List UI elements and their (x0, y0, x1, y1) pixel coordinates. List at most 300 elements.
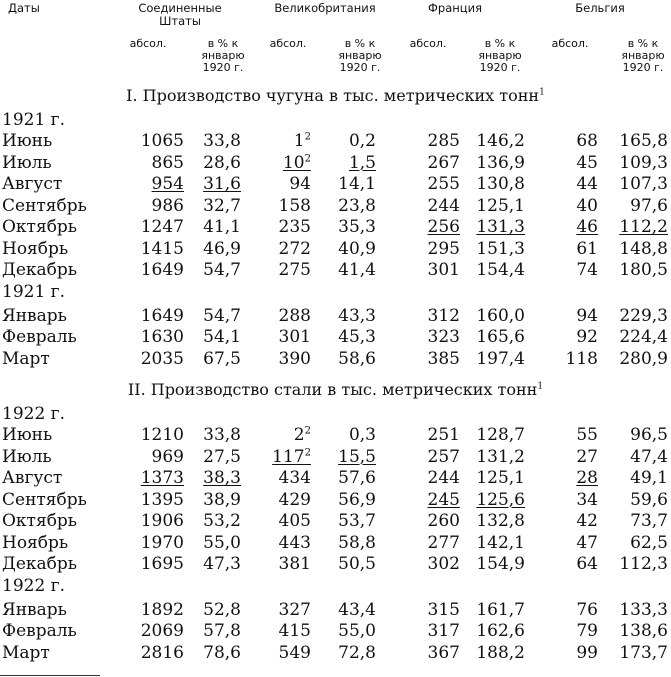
cell-value (603, 349, 668, 369)
cell-text: 1649 (140, 305, 184, 326)
cell-text: 38,9 (203, 489, 241, 510)
cell-value (538, 131, 598, 151)
cell-text: 94 (576, 305, 598, 326)
cell-text: 46 (576, 217, 598, 237)
year-label: 1921 г. (2, 281, 65, 302)
cell-text: 57,8 (203, 621, 241, 641)
table-row (0, 425, 671, 447)
section-title (0, 86, 671, 105)
cell-value (390, 260, 460, 280)
cell-text: 405 (278, 511, 311, 531)
cell-text: 1,5 (348, 152, 376, 173)
cell-value (114, 468, 184, 488)
cell-value (114, 260, 184, 280)
cell-text: 97,6 (630, 195, 668, 216)
cell-text: 1247 (140, 217, 184, 237)
cell-text: 49,1 (630, 468, 668, 488)
cell-text: 434 (278, 468, 311, 488)
cell-value (241, 600, 311, 620)
header-country-france: Франция (428, 1, 482, 15)
cell-value (186, 554, 241, 574)
cell-text: 40 (576, 195, 598, 216)
cell-text: 55,0 (338, 621, 376, 641)
cell-value (186, 511, 241, 531)
cell-text: 385 (427, 348, 460, 369)
cell-text: 45 (576, 152, 598, 173)
subheader-percent (193, 38, 253, 74)
cell-text: 154,4 (476, 260, 525, 280)
cell-text: 133,3 (619, 599, 668, 620)
cell-text: 27,5 (203, 446, 241, 467)
cell-value (316, 533, 376, 553)
row-label: Сентябрь (2, 195, 87, 216)
subheader-abs: абсол. (129, 37, 167, 50)
cell-text: 301 (427, 260, 460, 280)
cell-value (603, 260, 668, 280)
cell-value (186, 327, 241, 347)
cell-value (538, 533, 598, 553)
cell-text: 1649 (140, 260, 184, 280)
cell-value (390, 131, 460, 151)
cell-text: 92 (576, 327, 598, 347)
cell-value (316, 174, 376, 194)
row-label: Сентябрь (2, 489, 87, 510)
cell-text: 257 (427, 446, 460, 467)
cell-value (241, 239, 311, 259)
cell-value (241, 643, 311, 663)
cell-text: 46,9 (203, 238, 241, 259)
cell-value (114, 349, 184, 369)
table-row (0, 447, 671, 469)
cell-value (186, 468, 241, 488)
cell-text: 244 (427, 195, 460, 216)
cell-text: 47,4 (630, 446, 668, 467)
table-row (0, 306, 671, 328)
subheader-percent (330, 38, 390, 74)
cell-text: 235 (278, 217, 311, 237)
cell-text: 165,8 (619, 131, 668, 151)
cell-value (538, 196, 598, 216)
cell-text: 53,7 (338, 511, 376, 531)
cell-value (390, 306, 460, 326)
table-row (0, 468, 671, 490)
cell-value (460, 490, 525, 510)
table-row (0, 600, 671, 622)
cell-text: 1415 (140, 238, 184, 259)
cell-value (186, 533, 241, 553)
cell-text: 229,3 (619, 305, 668, 326)
cell-value (114, 239, 184, 259)
cell-text: 280,9 (619, 348, 668, 369)
cell-text: 1695 (140, 554, 184, 574)
cell-value (603, 174, 668, 194)
cell-value (241, 425, 311, 445)
table-row (0, 196, 671, 218)
cell-value (460, 196, 525, 216)
cell-value (603, 217, 668, 237)
section-title (0, 380, 671, 399)
cell-value (390, 554, 460, 574)
row-label: Март (2, 642, 50, 663)
cell-text: 244 (427, 468, 460, 488)
cell-value (460, 349, 525, 369)
cell-text: 58,6 (338, 348, 376, 369)
cell-text: 32,7 (203, 195, 241, 216)
cell-text: 1970 (140, 532, 184, 553)
cell-value (241, 447, 311, 467)
cell-text: 42 (576, 511, 598, 531)
cell-value (538, 306, 598, 326)
table-row (0, 643, 671, 665)
cell-value (114, 554, 184, 574)
cell-text: 15,5 (338, 446, 376, 467)
cell-text: 68 (576, 131, 598, 151)
cell-text: 245 (427, 489, 460, 510)
cell-value (316, 425, 376, 445)
cell-value (114, 131, 184, 151)
cell-value (390, 511, 460, 531)
cell-text: 443 (278, 532, 311, 553)
cell-text: 67,5 (203, 348, 241, 369)
cell-text: 1373 (140, 468, 184, 488)
subheader-abs: абсол. (269, 37, 307, 50)
cell-text: 33,8 (203, 131, 241, 151)
cell-text: 277 (427, 532, 460, 553)
cell-text: 35,3 (338, 217, 376, 237)
cell-value (114, 425, 184, 445)
row-label: Август (2, 174, 63, 194)
cell-text: 381 (278, 554, 311, 574)
table-row (0, 153, 671, 175)
cell-value (603, 468, 668, 488)
cell-text: 312 (427, 305, 460, 326)
table-row (0, 131, 671, 153)
cell-value (316, 447, 376, 467)
cell-value (186, 217, 241, 237)
cell-footnote: 2 (304, 425, 311, 437)
cell-value (460, 131, 525, 151)
cell-value (390, 153, 460, 173)
cell-text: 56,9 (338, 489, 376, 510)
cell-text: 1210 (140, 425, 184, 445)
subheader-percent-line: январю (621, 49, 665, 62)
table-row (0, 217, 671, 239)
cell-value (538, 447, 598, 467)
cell-text: 62,5 (630, 532, 668, 553)
cell-value (603, 533, 668, 553)
cell-value (603, 554, 668, 574)
cell-value (538, 153, 598, 173)
cell-value (186, 174, 241, 194)
cell-text: 188,2 (476, 642, 525, 663)
subheader-percent-line: 1920 г. (479, 61, 521, 74)
table-row (0, 490, 671, 512)
cell-text: 38,3 (203, 468, 241, 488)
cell-value (114, 217, 184, 237)
cell-text: 327 (278, 599, 311, 620)
cell-text: 72,8 (338, 642, 376, 663)
cell-text: 315 (427, 599, 460, 620)
cell-text: 1892 (140, 599, 184, 620)
table-row (0, 349, 671, 371)
cell-value (603, 490, 668, 510)
cell-value (186, 260, 241, 280)
cell-value (241, 533, 311, 553)
row-label: Декабрь (2, 260, 78, 280)
section-title-text: I. Производство чугуна в тыс. метрических тонн (126, 86, 540, 105)
cell-value (316, 490, 376, 510)
section-title-text: II. Производство стали в тыс. метрических тонн (127, 380, 538, 399)
cell-text: 969 (151, 446, 184, 467)
cell-value (390, 327, 460, 347)
cell-value (114, 600, 184, 620)
cell-value (316, 468, 376, 488)
cell-value (316, 327, 376, 347)
row-label: Август (2, 468, 63, 488)
table-row (0, 260, 671, 282)
cell-value (241, 196, 311, 216)
cell-text: 107,3 (619, 174, 668, 194)
cell-value (390, 447, 460, 467)
cell-footnote: 2 (304, 152, 311, 164)
cell-text: 52,8 (203, 599, 241, 620)
cell-text: 76 (576, 599, 598, 620)
header-country-usa-text: Соединенные Штаты (138, 1, 222, 28)
cell-value (460, 174, 525, 194)
subheader-percent-line: 1920 г. (339, 61, 381, 74)
cell-value (316, 260, 376, 280)
cell-text: 160,0 (476, 305, 525, 326)
row-label: Ноябрь (2, 238, 69, 259)
cell-value (390, 217, 460, 237)
cell-text: 54,7 (203, 260, 241, 280)
cell-text: 31,6 (203, 174, 241, 194)
cell-value (460, 511, 525, 531)
cell-value (460, 306, 525, 326)
cell-value (241, 511, 311, 531)
cell-value (316, 217, 376, 237)
cell-value (316, 131, 376, 151)
cell-text: 27 (576, 446, 598, 467)
row-label: Октябрь (2, 217, 78, 237)
cell-text: 148,8 (619, 238, 668, 259)
cell-text: 112,2 (619, 217, 668, 237)
cell-text: 2816 (140, 642, 184, 663)
cell-text: 323 (427, 327, 460, 347)
cell-text: $10^2$ (282, 152, 311, 173)
cell-text: 162,6 (476, 621, 525, 641)
row-label: Декабрь (2, 554, 78, 574)
cell-value (538, 511, 598, 531)
cell-text: 986 (151, 195, 184, 216)
cell-text: 288 (278, 305, 311, 326)
cell-value (603, 511, 668, 531)
cell-text: 415 (278, 621, 311, 641)
cell-value (241, 490, 311, 510)
cell-text: 28,6 (203, 152, 241, 173)
year-label: 1921 г. (2, 110, 65, 130)
subheader-percent-line: в % к (484, 37, 516, 50)
cell-value (460, 468, 525, 488)
year-label: 1922 г. (2, 575, 65, 596)
cell-text: 158 (278, 195, 311, 216)
cell-text: 1 (293, 131, 305, 151)
cell-value (603, 425, 668, 445)
cell-text: 954 (151, 174, 184, 194)
cell-text: 34 (576, 489, 598, 510)
cell-text: 260 (427, 511, 460, 531)
cell-value (241, 153, 311, 173)
cell-text: 96,5 (630, 425, 668, 445)
cell-value (241, 306, 311, 326)
cell-value (390, 196, 460, 216)
footnote-rule (0, 675, 100, 676)
row-label: Февраль (2, 621, 77, 641)
cell-text: 112,3 (619, 554, 668, 574)
cell-value (460, 239, 525, 259)
cell-text: 57,6 (338, 468, 376, 488)
table-row (0, 554, 671, 576)
cell-text: 33,8 (203, 425, 241, 445)
cell-value (316, 306, 376, 326)
cell-text: 64 (576, 554, 598, 574)
cell-value (114, 643, 184, 663)
cell-value (390, 533, 460, 553)
cell-value (538, 174, 598, 194)
cell-text: 295 (427, 238, 460, 259)
cell-text: 41,1 (203, 217, 241, 237)
row-label: Март (2, 348, 50, 369)
cell-text: 43,4 (338, 599, 376, 620)
cell-value (603, 196, 668, 216)
cell-value (603, 327, 668, 347)
cell-text: 267 (427, 152, 460, 173)
cell-value (390, 239, 460, 259)
cell-value (603, 153, 668, 173)
section-title-footnote: 1 (537, 381, 544, 392)
cell-text: 131,3 (476, 217, 525, 237)
cell-text: $117^2$ (272, 446, 311, 467)
subheader-percent-line: в % к (344, 37, 376, 50)
cell-text: 109,3 (619, 152, 668, 173)
cell-value (114, 490, 184, 510)
cell-text: 47,3 (203, 554, 241, 574)
cell-text: 45,3 (338, 327, 376, 347)
cell-text: 180,5 (619, 260, 668, 280)
row-label: Октябрь (2, 511, 78, 531)
cell-value (538, 600, 598, 620)
header-country-usa (120, 2, 240, 28)
cell-text: 54,1 (203, 327, 241, 347)
cell-text: 128,7 (476, 425, 525, 445)
cell-value (460, 327, 525, 347)
cell-value (241, 327, 311, 347)
cell-text: 23,8 (338, 195, 376, 216)
cell-text: 73,7 (630, 511, 668, 531)
cell-value (390, 600, 460, 620)
table-row (0, 511, 671, 533)
cell-value (186, 153, 241, 173)
cell-value (390, 174, 460, 194)
cell-value (186, 131, 241, 151)
cell-value (114, 306, 184, 326)
cell-value (390, 425, 460, 445)
header-country-belgium: Бельгия (575, 1, 625, 15)
cell-footnote: 2 (304, 131, 311, 143)
cell-value (460, 447, 525, 467)
row-label: Ноябрь (2, 532, 69, 553)
cell-value (114, 447, 184, 467)
cell-value (603, 447, 668, 467)
cell-text: 146,2 (476, 131, 525, 151)
cell-value (186, 447, 241, 467)
subheader-percent (470, 38, 530, 74)
cell-value (460, 153, 525, 173)
row-label: Июнь (2, 131, 53, 151)
cell-text: 61 (576, 238, 598, 259)
cell-text: 224,4 (619, 327, 668, 347)
cell-value (186, 600, 241, 620)
cell-text: 2069 (140, 621, 184, 641)
subheader-percent-line: в % к (627, 37, 659, 50)
cell-text: 59,6 (630, 489, 668, 510)
cell-value (460, 621, 525, 641)
cell-value (241, 260, 311, 280)
cell-text: 132,8 (476, 511, 525, 531)
cell-text: 1065 (140, 131, 184, 151)
cell-text: 154,9 (476, 554, 525, 574)
cell-value (603, 306, 668, 326)
cell-value (186, 239, 241, 259)
cell-text: 125,1 (476, 468, 525, 488)
cell-value (316, 600, 376, 620)
cell-text: 429 (278, 489, 311, 510)
cell-value (460, 260, 525, 280)
cell-value (241, 554, 311, 574)
header-country-uk: Великобритания (274, 1, 376, 15)
cell-value (460, 217, 525, 237)
cell-text: 55 (576, 425, 598, 445)
subheader-percent-line: январю (201, 49, 245, 62)
cell-value (316, 511, 376, 531)
cell-text: 74 (576, 260, 598, 280)
cell-value (316, 554, 376, 574)
table-row (0, 533, 671, 555)
cell-value (316, 621, 376, 641)
cell-value (538, 327, 598, 347)
cell-value (390, 349, 460, 369)
cell-value (538, 260, 598, 280)
cell-value (186, 621, 241, 641)
cell-text: 28 (576, 468, 598, 488)
subheader-abs: абсол. (409, 37, 447, 50)
cell-text: 865 (151, 152, 184, 173)
cell-text: 94 (289, 174, 311, 194)
cell-text: 47 (576, 532, 598, 553)
cell-value (603, 643, 668, 663)
cell-text: 317 (427, 621, 460, 641)
cell-text: 14,1 (338, 174, 376, 194)
cell-text: 255 (427, 174, 460, 194)
cell-text: 390 (278, 348, 311, 369)
cell-value (186, 196, 241, 216)
cell-value (316, 349, 376, 369)
subheader-percent-line: в % к (207, 37, 239, 50)
cell-value (538, 349, 598, 369)
cell-text: 256 (427, 217, 460, 237)
cell-text: 0,3 (348, 425, 376, 445)
cell-text: 142,1 (476, 532, 525, 553)
